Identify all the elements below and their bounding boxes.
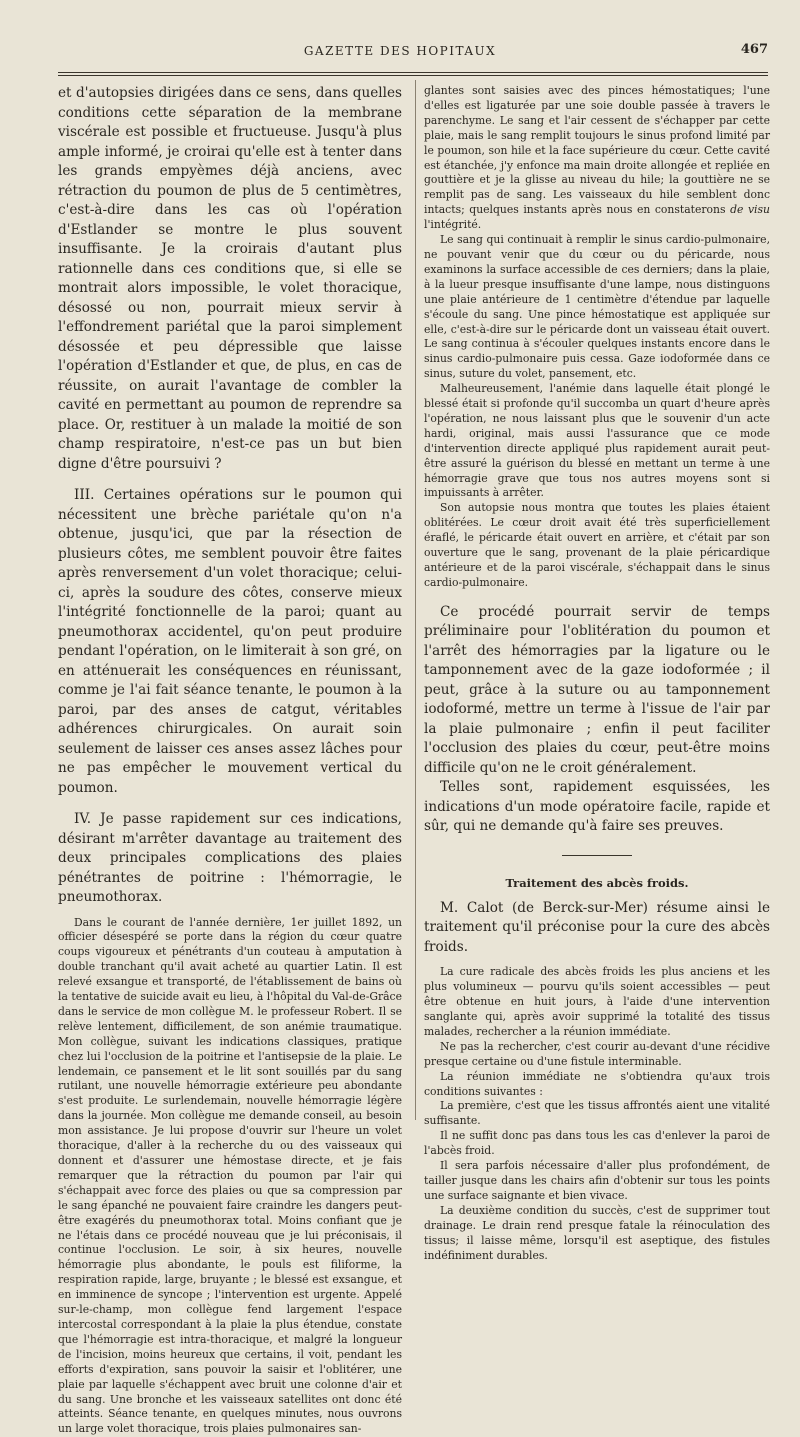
paragraph-autopsy: Son autopsie nous montra que toutes les plaies étaient oblitérées. Le cœur droit avait été très superficiellement éraflé, le péricarde était ouvert en arrière, et c'était par son ouverture que le sang, provenant de la plaie péricardique antérieure et de la paroi viscérale, s'échappait dans le sinus cardio-pulmonaire. [424,501,770,590]
paragraph-profondement: Il sera parfois nécessaire d'aller plus profondément, de tailler jusque dans les chairs afin d'obtenir sur tous les points une surface saignante et bien vivace. [424,1159,770,1204]
journal-title: GAZETTE DES HOPITAUX [0,44,800,58]
paragraph-first-condition: La première, c'est que les tissus affrontés aient une vitalité suffisante. [424,1099,770,1129]
paragraph-case-report: Dans le courant de l'année dernière, 1er juillet 1892, un officier désespéré se porte dans la région du cœur quatre coups vigoureux et pénétrants d'un couteau à amputation à double tranchant qu'il avait acheté au quartier Latin. Il est relevé exsangue et transporté, de l'établissement de bains où la tentative de suicide avait eu lieu, à l'hôpital du Val-de-Grâce dans le service de mon collègue M. le professeur Robert. Il se relève lentement, difficilement, de son anémie traumatique. Mon collègue, suivant les indications classiques, pratique chez lui l'occlusion de la poitrine et l'antisepsie de la plaie. Le lendemain, ce pansement et le lit sont souillés par du sang rutilant, une nouvelle hémorragie extérieure peu abondante s'est produite. Le surlendemain, nouvelle hémorragie légère dans la journée. Mon collègue me demande conseil, au besoin mon assistance. Je lui propose d'ouvrir sur l'heure un volet thoracique, d'aller à la recherche du ou des vaisseaux qui donnent et d'assurer une hémostase directe, et je fais remarquer que la rétraction du poumon par l'air qui s'échappait avec force des plaies ou que sa compression par le sang épanché ne pouvaient faire craindre les dangers peut-être exagérés du pneumothorax total. Moins confiant que je ne l'étais dans ce procédé nouveau que je lui préconisais, il continue l'occlusion. Le soir, à six heures, nouvelle hémorragie plus abondante, le pouls est filiforme, la respiration rapide, large, bruyante ; le blessé est exsangue, et en imminence de syncope ; l'intervention est urgente. Appelé sur-le-champ, mon collègue fend largement l'espace intercostal correspondant à la plaie la plus étendue, constate que l'hémorragie est intra-thoracique, et malgré la longueur de l'incision, moins heureux que certains, il voit, pendant les efforts d'expiration, sans pouvoir la saisir et l'oblitérer, une plaie par laquelle s'échappent avec bruit une colonne d'air et du sang. Une bronche et les vaisseaux satellites ont donc été atteints. Séance tenante, en quelques minutes, nous ouvrons un large volet thoracique, trois plaies pulmonaires san- [58,916,402,1437]
paragraph-cure: La cure radicale des abcès froids les plus anciens et les plus volumineux — pourvu qu'ils soient accessibles — peut être obtenue en huit jours, à l'aide d'une intervention sanglante qui, après avoir supprimé la totalité des tissus malades, rechercher a la réunion immédiate. [424,965,770,1040]
paragraph-second-condition: La deuxième condition du succès, c'est de supprimer tout drainage. Le drain rend presque fatale la réinoculation des tissus; il laisse même, lorsqu'il est aseptique, des fistules indéfiniment durables. [424,1204,770,1264]
paragraph-conclusion: Telles sont, rapidement esquissées, les indications d'un mode opératoire facile, rapide et sûr, qui ne demande qu'à faire ses preuves. [424,778,770,837]
page-header [0,44,800,64]
column-divider [415,80,416,1120]
section-heading: Traitement des abcès froids. [424,876,770,890]
paragraph-paroi: Il ne suffit donc pas dans tous les cas d'enlever la paroi de l'abcès froid. [424,1129,770,1159]
paragraph-case-continued: glantes sont saisies avec des pinces hémostatiques; l'une d'elles est ligaturée par une soie double passée à travers le parenchyme. Le sang et l'air cessent de s'échapper par cette plaie, mais le sang remplit toujours le sinus profond limité par le poumon, son hile et la face supérieure du cœur. Cette cavité est étanchée, j'y enfonce ma main droite allongée et repliée en gouttière et je la glisse au niveau du hile; la gouttière ne se remplit pas de sang. Les vaisseaux du hile semblent donc intacts; quelques instants après nous en constaterons de visu l'intégrité. [424,84,770,233]
paragraph-conditions: La réunion immédiate ne s'obtiendra qu'aux trois conditions suivantes : [424,1070,770,1100]
paragraph-section-iv: IV. Je passe rapidement sur ces indications, désirant m'arrêter davantage au traitement des deux principales complications des plaies pénétrantes de poitrine : l'hémorragie, le pneumothorax. [58,810,402,908]
paragraph-procedure: Ce procédé pourrait servir de temps préliminaire pour l'oblitération du poumon et l'arrêt des hémorragies par la ligature ou le tamponnement avec de la gaze iodoformée ; il peut, grâce à la suture ou au tamponnement iodoformé, mettre un terme à l'issue de l'air par la plaie pulmonaire ; enfin il peut faciliter l'occlusion des plaies du cœur, peut-être moins difficile qu'on ne le croit généralement. [424,603,770,779]
paragraph-recidive: Ne pas la rechercher, c'est courir au-devant d'une récidive presque certaine ou d'une fistule interminable. [424,1040,770,1070]
header-rule-top [58,72,768,73]
paragraph-sinus: Le sang qui continuait à remplir le sinus cardio-pulmonaire, ne pouvant venir que du cœur ou du péricarde, nous examinons la surface accessible de ces derniers; dans la plaie, à la lueur presque insuffisante d'une lampe, nous distinguons une plaie antérieure de 1 centimètre d'étendue par laquelle s'écoule du sang. Une pince hémostatique est appliquée sur elle, c'est-à-dire sur le péricarde dont un vaisseau était ouvert. Le sang continua à s'écouler quelques instants encore dans le sinus cardio-pulmonaire puis cessa. Gaze iodoformée dans ce sinus, suture du volet, pansement, etc. [424,233,770,382]
italic-phrase: de visu [730,203,770,216]
left-column [58,84,402,1437]
paragraph-empyeme: et d'autopsies dirigées dans ce sens, dans quelles conditions cette séparation de la membrane viscérale est possible et fructueuse. Jusqu'à plus ample informé, je croirai qu'elle est à tenter dans les grands empyèmes déjà anciens, avec rétraction du poumon de plus de 5 centimètres, c'est-à-dire dans les cas où l'opération d'Estlander se montre le plus souvent insuffisante. Je la croirais d'autant plus rationnelle dans ces conditions que, si elle se montrait alors impossible, le volet thoracique, désossé ou non, pourrait mieux servir à l'effondrement pariétal que la paroi simplement désossée et peu dépressible que laisse l'opération d'Estlander et que, de plus, en cas de réussite, on aurait l'avantage de combler la cavité en permettant au poumon de reprendre sa place. Or, restituer à un malade la moitié de son champ respiratoire, n'est-ce pas un but bien digne d'être poursuivi ? [58,84,402,474]
paragraph-outcome: Malheureusement, l'anémie dans laquelle était plongé le blessé était si profonde qu'il succomba un quart d'heure après l'opération, ne nous laissant plus que le souvenir d'un acte hardi, original, mais aussi l'assurance que ce mode d'intervention directe appliqué plus rapidement aurait peut-être assuré la guérison du blessé en mettant un terme à une hémorragie grave que tous nos autres moyens sont si impuissants à arrêter. [424,382,770,501]
paragraph-calot-intro: M. Calot (de Berck-sur-Mer) résume ainsi le traitement qu'il préconise pour la cure des abcès froids. [424,899,770,958]
page-number: 467 [741,42,768,57]
right-column [424,84,770,1263]
header-rule-bottom [58,75,768,76]
section-divider [562,855,632,856]
paragraph-section-iii: III. Certaines opérations sur le poumon qui nécessitent une brèche pariétale qu'on n'a obtenue, jusqu'ici, que par la résection de plusieurs côtes, me semblent pouvoir être faites après renversement d'un volet thoracique; celui-ci, après la soudure des côtes, conserve mieux l'intégrité fonctionnelle de la paroi; quant au pneumothorax accidentel, qu'on peut produire pendant l'opération, on le limiterait à son gré, on en atténuerait les conséquences en réunissant, comme je l'ai fait séance tenante, le poumon à la paroi, par des anses de catgut, véritables adhérences chirurgicales. On aurait soin seulement de laisser ces anses assez lâches pour ne pas empêcher le mouvement vertical du poumon. [58,486,402,798]
